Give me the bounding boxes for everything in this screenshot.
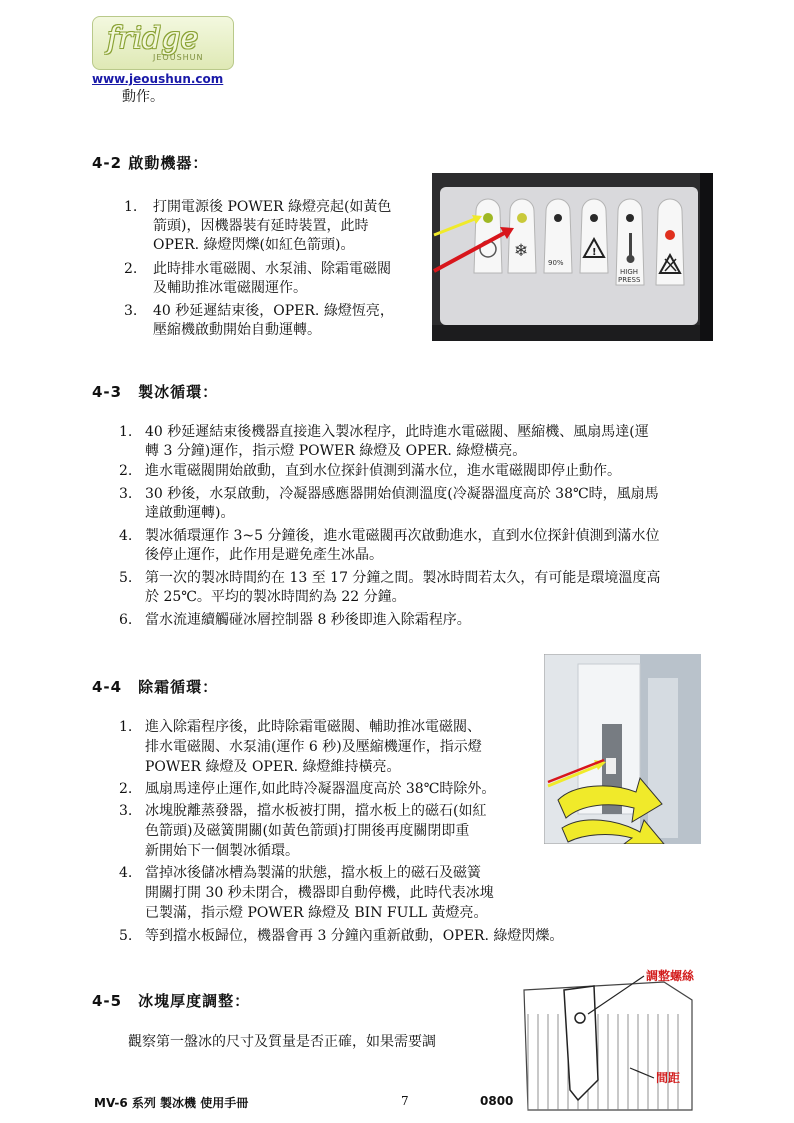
panel-press-label: PRESS xyxy=(618,276,641,284)
list-item-line: 及輔助推冰電磁閥運作。 xyxy=(153,280,307,296)
list-item-line: 40 秒延遲結束後機器直接進入製冰程序，此時進水電磁閥、壓縮機、風扇馬達(運 xyxy=(145,424,649,440)
list-item-line: 達啟動運轉)。 xyxy=(145,505,235,521)
power-led xyxy=(483,213,493,223)
list-item-line: 新開始下一個製冰循環。 xyxy=(145,843,299,859)
gap-label: 間距 xyxy=(656,1071,681,1085)
list-item-line: 當水流連續觸碰冰層控制器 8 秒後即進入除霜程序。 xyxy=(145,612,471,628)
adjust-screw-label: 調整螺絲 xyxy=(646,969,695,983)
list-item-line: 40 秒延遲結束後，OPER. 綠燈恆亮， xyxy=(153,303,394,319)
list-item-line: 壓縮機啟動開始自動運轉。 xyxy=(153,322,321,338)
continuation-text: 動作。 xyxy=(122,89,164,105)
harvest-photo xyxy=(544,654,701,844)
list-item-line: 第一次的製冰時間約在 13 至 17 分鐘之間。製冰時間若太久，有可能是環境溫度高 xyxy=(145,570,661,586)
website-link[interactable]: www.jeoushun.com xyxy=(92,72,224,86)
list-item-line: 於 25℃。平均的製冰時間約為 22 分鐘。 xyxy=(145,589,406,605)
list-item-num: 6. xyxy=(119,612,133,628)
list-item-line: 進入除霜程序後，此時除霜電磁閥、輔助推冰電磁閥、 xyxy=(145,719,481,735)
section-heading-4-5: 4-5 冰塊厚度調整： xyxy=(92,992,251,1010)
list-item-num: 5. xyxy=(119,570,133,586)
section-heading-4-4: 4-4 除霜循環： xyxy=(92,678,219,696)
svg-text:!: ! xyxy=(592,247,597,258)
list-item-num: 4. xyxy=(119,528,133,544)
page-number: 7 xyxy=(401,1094,409,1108)
probe-bracket xyxy=(564,986,598,1100)
snowflake-icon: ❄ xyxy=(514,241,529,261)
footer-hotline: 0800 xyxy=(480,1094,514,1108)
list-item-num: 1. xyxy=(119,424,133,440)
list-item-line: 箭頭)，因機器裝有延時裝置，此時 xyxy=(153,218,369,234)
list-item-line: 等到擋水板歸位，機器會再 3 分鐘內重新啟動，OPER. 綠燈閃爍。 xyxy=(145,928,564,944)
logo-subtext: JEOUSHUN xyxy=(153,53,204,62)
list-item-line: 排水電磁閥、水泵浦(運作 6 秒)及壓縮機運作，指示燈 xyxy=(145,739,482,755)
control-panel-photo xyxy=(432,173,713,341)
list-item-num: 4. xyxy=(119,865,133,881)
adjustment-figure xyxy=(514,960,714,1116)
list-item-num: 3. xyxy=(119,803,133,819)
list-item-num: 5. xyxy=(119,928,133,944)
list-item-line: POWER 綠燈及 OPER. 綠燈維持橫亮。 xyxy=(145,759,401,775)
list-item-num: 1. xyxy=(119,719,133,735)
list-item-line: 開關打開 30 秒未閉合，機器即自動停機，此時代表冰塊 xyxy=(145,885,494,901)
thermometer-icon xyxy=(629,233,632,257)
section-heading-4-2: 4-2 啟動機器： xyxy=(92,154,209,172)
list-item-line: 冰塊脫離蒸發器，擋水板被打開，擋水板上的磁石(如紅 xyxy=(145,803,487,819)
bin-level-label: 90% xyxy=(548,259,564,267)
list-item-num: 2. xyxy=(119,463,133,479)
list-item-line: 風扇馬達停止運作,如此時冷凝器溫度高於 38℃時除外。 xyxy=(145,781,496,797)
list-item-num: 2. xyxy=(124,261,138,277)
panel-high-label: HIGH xyxy=(620,268,639,276)
list-item-line: OPER. 綠燈閃爍(如紅色箭頭)。 xyxy=(153,237,355,253)
list-item-line: 色箭頭)及磁簧開關(如黃色箭頭)打開後再度關閉即重 xyxy=(145,823,470,839)
list-item-line: 已製滿，指示燈 POWER 綠燈及 BIN FULL 黃燈亮。 xyxy=(145,905,488,921)
list-item-line: 製冰循環運作 3~5 分鐘後，進水電磁閥再次啟動進水，直到水位探針偵測到滿水位 xyxy=(145,528,660,544)
list-item-num: 3. xyxy=(124,303,138,319)
brand-logo xyxy=(92,16,234,70)
logo-wordmark: fridge xyxy=(107,21,199,56)
list-item-line: 此時排水電磁閥、水泵浦、除霜電磁閥 xyxy=(153,261,391,277)
list-item-line: 轉 3 分鐘)運作，指示燈 POWER 綠燈及 OPER. 綠燈橫亮。 xyxy=(145,443,527,459)
list-item-line: 打開電源後 POWER 綠燈亮起(如黃色 xyxy=(153,199,392,215)
paragraph-text: 觀察第一盤冰的尺寸及質量是否正確，如果需要調 xyxy=(128,1034,436,1050)
list-item-num: 3. xyxy=(119,486,133,502)
list-item-line: 當掉冰後儲冰槽為製滿的狀態，擋水板上的磁石及磁簧 xyxy=(145,865,481,881)
section-heading-4-3: 4-3 製冰循環： xyxy=(92,383,219,401)
footer-manual-title: MV-6 系列 製冰機 使用手冊 xyxy=(94,1096,249,1110)
oper-led xyxy=(517,213,527,223)
list-item-line: 後停止運作，此作用是避免產生冰晶。 xyxy=(145,547,383,563)
list-item-line: 進水電磁閥開始啟動，直到水位探針偵測到滿水位，進水電磁閥即停止動作。 xyxy=(145,463,621,479)
list-item-num: 1. xyxy=(124,199,138,215)
list-item-line: 30 秒後，水泵啟動，冷凝器感應器開始偵測溫度(冷凝器溫度高於 38℃時，風扇馬 xyxy=(145,486,659,502)
list-item-num: 2. xyxy=(119,781,133,797)
alarm-led xyxy=(665,230,675,240)
